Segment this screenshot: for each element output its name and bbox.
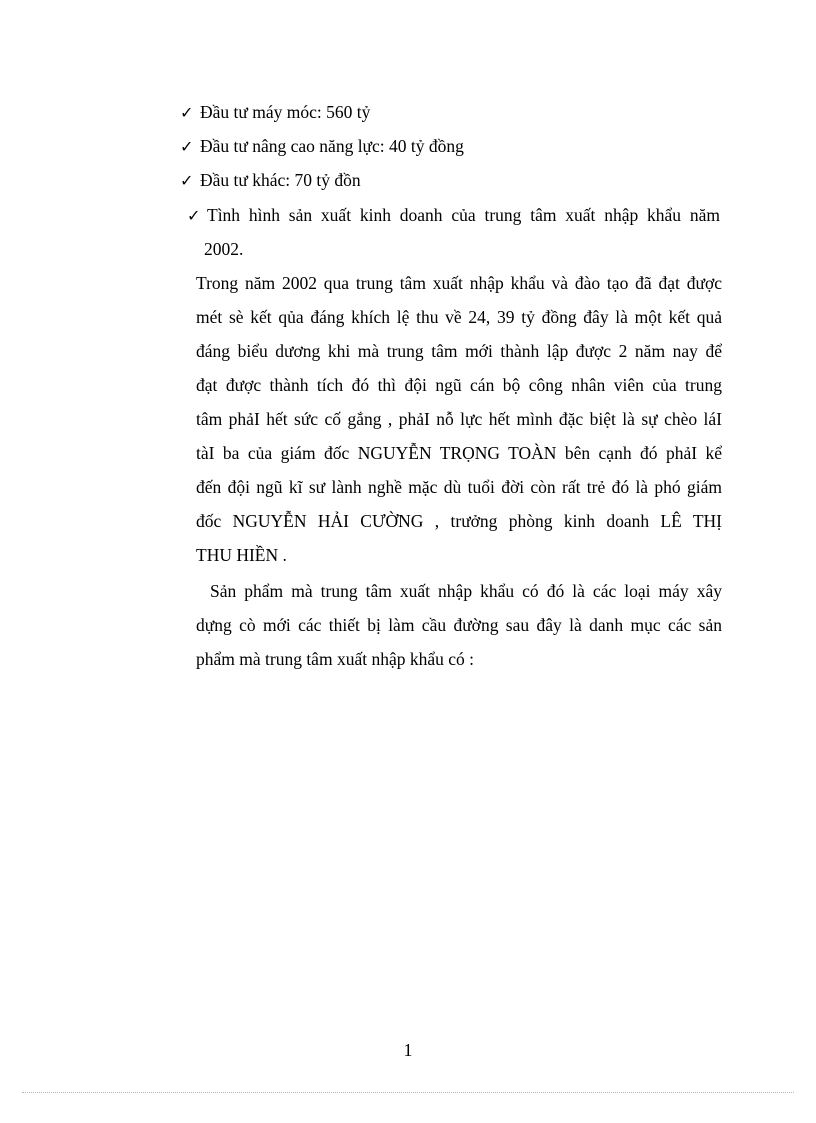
- paragraph-line: dựng cò mới các thiết bị làm cầu đường sau đây là danh mục các sản: [196, 615, 722, 635]
- bullet-text: Đầu tư khác: 70 tỷ đồn: [200, 170, 361, 190]
- checkmark-icon: ✓: [180, 103, 194, 122]
- paragraph-line: đốc NGUYỄN HẢI CƯỜNG , trưởng phòng kinh doanh LÊ THỊ: [196, 511, 722, 531]
- paragraph-line: phẩm mà trung tâm xuất nhập khẩu có :: [196, 649, 474, 669]
- bullet-text: Đầu tư máy móc: 560 tỷ: [200, 102, 371, 122]
- bullet-text: Đầu tư nâng cao năng lực: 40 tỷ đồng: [200, 136, 464, 156]
- paragraph-line: THU HIỀN .: [196, 545, 287, 565]
- checkmark-icon: ✓: [187, 206, 201, 225]
- paragraph-line: mét sè kết qủa đáng khích lệ thu về 24, 39 tỷ đồng đây là một kết quả: [196, 307, 722, 327]
- section-heading-bullet: [187, 203, 207, 228]
- paragraph-line: tàI ba của giám đốc NGUYỄN TRỌNG TOÀN bên cạnh đó phảI kể: [196, 443, 722, 463]
- page-number: 1: [403, 1040, 413, 1060]
- checkmark-icon: ✓: [180, 171, 194, 190]
- bullet-item-machinery: [180, 100, 370, 125]
- checkmark-icon: ✓: [180, 137, 194, 156]
- paragraph-line: đáng biểu dương khi mà trung tâm mới thành lập được 2 năm nay để: [196, 341, 722, 361]
- paragraph-line: Sản phẩm mà trung tâm xuất nhập khẩu có đó là các loại máy xây: [210, 581, 722, 601]
- bullet-item-other: [180, 168, 361, 193]
- paragraph-line: đến đội ngũ kĩ sư lành nghề mặc dù tuổi đời còn rất trẻ đó là phó giám: [196, 477, 722, 497]
- section-heading-line: 2002.: [204, 239, 244, 259]
- bullet-item-capacity: [180, 134, 464, 159]
- paragraph-line: Trong năm 2002 qua trung tâm xuất nhập khẩu và đào tạo đã đạt được: [196, 273, 722, 293]
- section-heading-line: Tình hình sản xuất kinh doanh của trung tâm xuất nhập khẩu năm: [207, 205, 720, 225]
- paragraph-line: tâm phảI hết sức cố gắng , phảI nỗ lực hết mình đặc biệt là sự chèo láI: [196, 409, 722, 429]
- paragraph-line: đạt được thành tích đó thì đội ngũ cán bộ công nhân viên của trung: [196, 375, 722, 395]
- page-bottom-divider: [22, 1092, 794, 1093]
